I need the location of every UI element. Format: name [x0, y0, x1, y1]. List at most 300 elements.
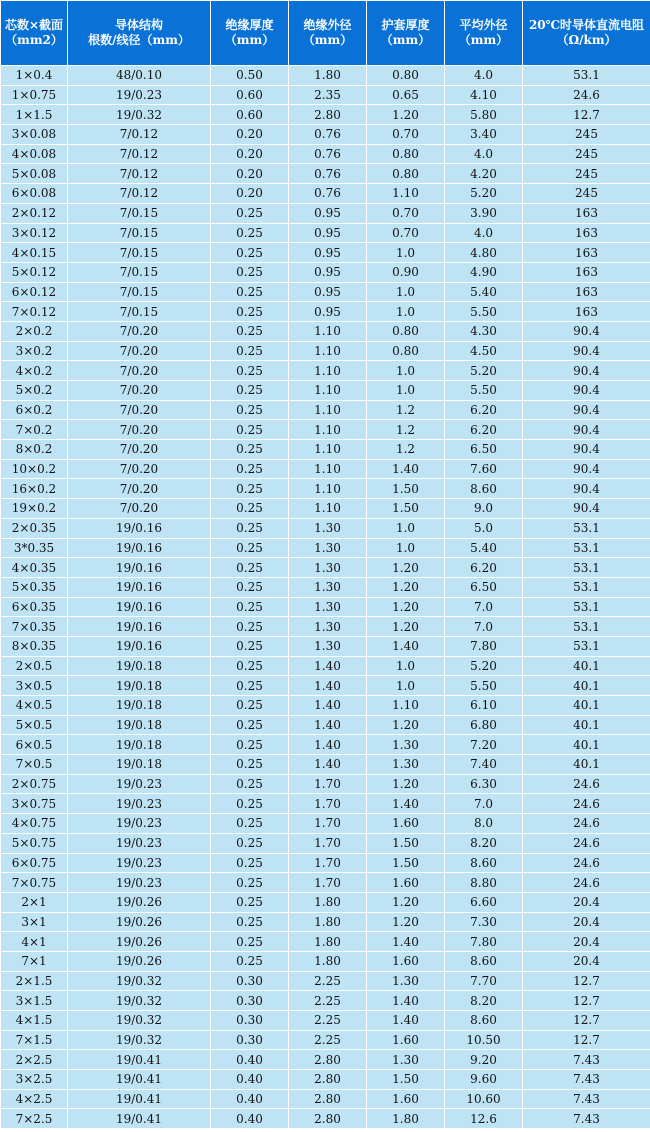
column-header-line: （Ω/km）: [556, 33, 617, 47]
cell-conductor-dc-resistance: 53.1: [523, 66, 650, 86]
column-header-line: 芯数×截面: [4, 18, 64, 32]
cell-average-outer-diameter: 7.80: [445, 932, 523, 952]
cell-insulation-thickness: 0.25: [211, 892, 289, 912]
cell-cores-cross-section: 2×0.12: [1, 203, 68, 223]
cell-insulation-outer-diameter: 0.76: [289, 164, 367, 184]
cell-conductor-dc-resistance: 40.1: [523, 676, 650, 696]
cell-cores-cross-section: 7×0.5: [1, 755, 68, 775]
cell-average-outer-diameter: 3.40: [445, 125, 523, 145]
cell-insulation-thickness: 0.25: [211, 361, 289, 381]
cell-conductor-structure: 19/0.41: [68, 1089, 211, 1109]
cell-conductor-dc-resistance: 12.7: [523, 1030, 650, 1050]
cell-insulation-outer-diameter: 0.95: [289, 243, 367, 263]
cell-average-outer-diameter: 7.30: [445, 912, 523, 932]
cell-insulation-outer-diameter: 1.30: [289, 538, 367, 558]
cell-cores-cross-section: 6×0.35: [1, 597, 68, 617]
cell-average-outer-diameter: 9.60: [445, 1070, 523, 1090]
cell-conductor-dc-resistance: 20.4: [523, 951, 650, 971]
cell-insulation-outer-diameter: 0.76: [289, 125, 367, 145]
cell-cores-cross-section: 8×0.35: [1, 636, 68, 656]
cell-cores-cross-section: 4×0.75: [1, 814, 68, 834]
cell-conductor-structure: 19/0.32: [68, 991, 211, 1011]
cell-conductor-dc-resistance: 7.43: [523, 1050, 650, 1070]
table-header-row: [1, 1, 650, 66]
cell-average-outer-diameter: 8.60: [445, 951, 523, 971]
cell-insulation-outer-diameter: 1.70: [289, 774, 367, 794]
cell-conductor-structure: 7/0.20: [68, 459, 211, 479]
cell-insulation-thickness: 0.25: [211, 341, 289, 361]
cell-conductor-dc-resistance: 53.1: [523, 518, 650, 538]
cell-conductor-dc-resistance: 40.1: [523, 755, 650, 775]
cell-insulation-thickness: 0.25: [211, 912, 289, 932]
table-row: [1, 282, 650, 302]
cell-average-outer-diameter: 12.6: [445, 1109, 523, 1129]
cell-insulation-thickness: 0.25: [211, 262, 289, 282]
cell-cores-cross-section: 4×0.2: [1, 361, 68, 381]
cell-cores-cross-section: 1×1.5: [1, 105, 68, 125]
column-header-line: 导体结构: [114, 18, 163, 32]
cell-cores-cross-section: 7×0.35: [1, 617, 68, 637]
table-row: [1, 617, 650, 637]
cell-sheath-thickness: 1.30: [367, 755, 445, 775]
table-row: [1, 341, 650, 361]
cell-conductor-dc-resistance: 24.6: [523, 873, 650, 893]
column-header-insulation-thickness: [211, 1, 289, 66]
cell-average-outer-diameter: 4.10: [445, 85, 523, 105]
table-row: [1, 66, 650, 86]
cell-average-outer-diameter: 8.80: [445, 873, 523, 893]
cell-sheath-thickness: 1.60: [367, 1089, 445, 1109]
cell-conductor-dc-resistance: 7.43: [523, 1109, 650, 1129]
cell-insulation-outer-diameter: 0.95: [289, 223, 367, 243]
cell-conductor-structure: 7/0.20: [68, 440, 211, 460]
cell-average-outer-diameter: 5.50: [445, 381, 523, 401]
table-row: [1, 538, 650, 558]
cell-insulation-thickness: 0.25: [211, 636, 289, 656]
cell-average-outer-diameter: 6.20: [445, 558, 523, 578]
table-row: [1, 105, 650, 125]
cell-cores-cross-section: 1×0.4: [1, 66, 68, 86]
cell-cores-cross-section: 8×0.2: [1, 440, 68, 460]
table-row: [1, 400, 650, 420]
cell-conductor-dc-resistance: 24.6: [523, 794, 650, 814]
cell-average-outer-diameter: 5.50: [445, 302, 523, 322]
cell-insulation-thickness: 0.25: [211, 617, 289, 637]
cell-conductor-structure: 19/0.32: [68, 1011, 211, 1031]
cell-sheath-thickness: 1.0: [367, 518, 445, 538]
cell-sheath-thickness: 1.20: [367, 558, 445, 578]
cell-insulation-thickness: 0.25: [211, 203, 289, 223]
cell-conductor-structure: 7/0.15: [68, 302, 211, 322]
cell-conductor-structure: 19/0.23: [68, 774, 211, 794]
cell-average-outer-diameter: 7.0: [445, 597, 523, 617]
cell-average-outer-diameter: 3.90: [445, 203, 523, 223]
cell-sheath-thickness: 1.50: [367, 833, 445, 853]
column-header-conductor-structure: [68, 1, 211, 66]
cell-average-outer-diameter: 6.10: [445, 696, 523, 716]
cell-conductor-structure: 19/0.18: [68, 676, 211, 696]
cell-sheath-thickness: 1.2: [367, 440, 445, 460]
cell-insulation-outer-diameter: 1.10: [289, 440, 367, 460]
cell-sheath-thickness: 0.80: [367, 341, 445, 361]
table-row: [1, 164, 650, 184]
cell-cores-cross-section: 1×0.75: [1, 85, 68, 105]
cell-sheath-thickness: 1.50: [367, 1070, 445, 1090]
cell-sheath-thickness: 1.40: [367, 932, 445, 952]
cell-conductor-structure: 19/0.32: [68, 105, 211, 125]
cell-insulation-outer-diameter: 1.80: [289, 951, 367, 971]
column-header-line: 护套厚度: [381, 18, 430, 32]
cell-cores-cross-section: 4×2.5: [1, 1089, 68, 1109]
cell-average-outer-diameter: 4.0: [445, 223, 523, 243]
cell-insulation-outer-diameter: 1.10: [289, 420, 367, 440]
table-row: [1, 440, 650, 460]
cell-conductor-structure: 19/0.41: [68, 1109, 211, 1129]
table-row: [1, 125, 650, 145]
cell-conductor-structure: 19/0.32: [68, 971, 211, 991]
cell-conductor-structure: 7/0.15: [68, 203, 211, 223]
cell-average-outer-diameter: 8.0: [445, 814, 523, 834]
cell-conductor-structure: 19/0.41: [68, 1050, 211, 1070]
cell-insulation-thickness: 0.25: [211, 577, 289, 597]
cell-average-outer-diameter: 8.60: [445, 479, 523, 499]
cell-sheath-thickness: 1.60: [367, 951, 445, 971]
cell-sheath-thickness: 1.30: [367, 971, 445, 991]
table-row: [1, 577, 650, 597]
cell-sheath-thickness: 1.20: [367, 597, 445, 617]
cell-insulation-thickness: 0.25: [211, 420, 289, 440]
cell-conductor-dc-resistance: 53.1: [523, 577, 650, 597]
cell-conductor-dc-resistance: 90.4: [523, 440, 650, 460]
cell-insulation-thickness: 0.25: [211, 302, 289, 322]
cell-insulation-thickness: 0.25: [211, 223, 289, 243]
cell-average-outer-diameter: 6.50: [445, 577, 523, 597]
cell-cores-cross-section: 16×0.2: [1, 479, 68, 499]
cell-insulation-outer-diameter: 1.70: [289, 873, 367, 893]
cell-sheath-thickness: 1.0: [367, 538, 445, 558]
table-row: [1, 1030, 650, 1050]
cell-conductor-structure: 19/0.16: [68, 538, 211, 558]
cell-insulation-thickness: 0.25: [211, 597, 289, 617]
cell-cores-cross-section: 4×0.08: [1, 144, 68, 164]
cell-sheath-thickness: 1.50: [367, 499, 445, 519]
cell-conductor-structure: 19/0.23: [68, 853, 211, 873]
table-row: [1, 932, 650, 952]
cell-sheath-thickness: 0.70: [367, 125, 445, 145]
cell-conductor-dc-resistance: 53.1: [523, 558, 650, 578]
table-row: [1, 479, 650, 499]
table-row: [1, 636, 650, 656]
column-header-cores-cross-section: [1, 1, 68, 66]
table-row: [1, 499, 650, 519]
cell-conductor-dc-resistance: 163: [523, 302, 650, 322]
table-row: [1, 144, 650, 164]
cell-sheath-thickness: 0.70: [367, 203, 445, 223]
cell-insulation-thickness: 0.25: [211, 282, 289, 302]
column-header-conductor-dc-resistance: [523, 1, 650, 66]
cell-insulation-outer-diameter: 2.25: [289, 971, 367, 991]
cell-insulation-outer-diameter: 1.30: [289, 636, 367, 656]
cell-cores-cross-section: 3*0.35: [1, 538, 68, 558]
cell-cores-cross-section: 5×0.75: [1, 833, 68, 853]
cell-sheath-thickness: 1.40: [367, 459, 445, 479]
table-row: [1, 184, 650, 204]
table-row: [1, 873, 650, 893]
cell-sheath-thickness: 0.80: [367, 144, 445, 164]
cell-conductor-dc-resistance: 90.4: [523, 499, 650, 519]
cell-sheath-thickness: 1.30: [367, 1050, 445, 1070]
cell-insulation-thickness: 0.30: [211, 971, 289, 991]
cell-insulation-outer-diameter: 1.10: [289, 321, 367, 341]
cell-cores-cross-section: 7×0.75: [1, 873, 68, 893]
cell-conductor-structure: 19/0.16: [68, 597, 211, 617]
cell-insulation-outer-diameter: 1.10: [289, 499, 367, 519]
cell-cores-cross-section: 7×1: [1, 951, 68, 971]
cell-insulation-outer-diameter: 2.25: [289, 1030, 367, 1050]
cell-conductor-dc-resistance: 90.4: [523, 341, 650, 361]
cell-insulation-outer-diameter: 2.25: [289, 991, 367, 1011]
cell-conductor-structure: 19/0.23: [68, 833, 211, 853]
table-row: [1, 951, 650, 971]
cell-conductor-dc-resistance: 53.1: [523, 538, 650, 558]
cell-insulation-thickness: 0.25: [211, 518, 289, 538]
cell-conductor-structure: 19/0.18: [68, 735, 211, 755]
cell-cores-cross-section: 3×0.5: [1, 676, 68, 696]
cell-sheath-thickness: 1.0: [367, 656, 445, 676]
cell-average-outer-diameter: 7.0: [445, 794, 523, 814]
cell-insulation-outer-diameter: 2.25: [289, 1011, 367, 1031]
cell-insulation-outer-diameter: 1.30: [289, 558, 367, 578]
cell-insulation-thickness: 0.20: [211, 164, 289, 184]
column-header-line: 平均外径: [459, 18, 508, 32]
cell-conductor-structure: 48/0.10: [68, 66, 211, 86]
cell-sheath-thickness: 0.65: [367, 85, 445, 105]
cell-conductor-structure: 19/0.41: [68, 1070, 211, 1090]
cell-average-outer-diameter: 5.80: [445, 105, 523, 125]
cell-conductor-dc-resistance: 12.7: [523, 971, 650, 991]
cell-insulation-outer-diameter: 1.40: [289, 715, 367, 735]
cell-conductor-structure: 7/0.20: [68, 341, 211, 361]
cell-insulation-outer-diameter: 1.10: [289, 361, 367, 381]
cell-conductor-dc-resistance: 53.1: [523, 636, 650, 656]
cell-conductor-dc-resistance: 163: [523, 262, 650, 282]
cell-cores-cross-section: 4×0.15: [1, 243, 68, 263]
cell-insulation-thickness: 0.25: [211, 951, 289, 971]
cell-average-outer-diameter: 4.90: [445, 262, 523, 282]
cell-insulation-thickness: 0.25: [211, 321, 289, 341]
cell-average-outer-diameter: 4.30: [445, 321, 523, 341]
cell-insulation-outer-diameter: 1.30: [289, 518, 367, 538]
cell-cores-cross-section: 6×0.08: [1, 184, 68, 204]
cell-cores-cross-section: 3×0.2: [1, 341, 68, 361]
column-header-insulation-outer-diameter: [289, 1, 367, 66]
cell-sheath-thickness: 1.40: [367, 991, 445, 1011]
cell-cores-cross-section: 7×1.5: [1, 1030, 68, 1050]
cell-average-outer-diameter: 7.60: [445, 459, 523, 479]
cell-average-outer-diameter: 5.0: [445, 518, 523, 538]
cell-conductor-structure: 7/0.12: [68, 125, 211, 145]
cell-conductor-dc-resistance: 90.4: [523, 381, 650, 401]
cell-insulation-outer-diameter: 1.70: [289, 814, 367, 834]
cell-conductor-dc-resistance: 24.6: [523, 814, 650, 834]
cell-conductor-structure: 19/0.16: [68, 636, 211, 656]
cell-average-outer-diameter: 5.40: [445, 538, 523, 558]
cell-sheath-thickness: 1.60: [367, 814, 445, 834]
cell-cores-cross-section: 5×0.5: [1, 715, 68, 735]
table-row: [1, 597, 650, 617]
cell-conductor-structure: 7/0.20: [68, 321, 211, 341]
cell-conductor-dc-resistance: 245: [523, 184, 650, 204]
cell-sheath-thickness: 0.80: [367, 164, 445, 184]
cell-insulation-outer-diameter: 1.80: [289, 66, 367, 86]
cell-conductor-dc-resistance: 53.1: [523, 617, 650, 637]
cell-insulation-thickness: 0.30: [211, 991, 289, 1011]
cell-conductor-structure: 7/0.20: [68, 400, 211, 420]
cell-conductor-structure: 7/0.20: [68, 420, 211, 440]
cell-conductor-dc-resistance: 90.4: [523, 420, 650, 440]
cell-insulation-thickness: 0.20: [211, 125, 289, 145]
cell-conductor-dc-resistance: 24.6: [523, 853, 650, 873]
cell-conductor-dc-resistance: 163: [523, 203, 650, 223]
cell-sheath-thickness: 1.0: [367, 302, 445, 322]
cell-conductor-dc-resistance: 90.4: [523, 459, 650, 479]
cell-insulation-outer-diameter: 1.10: [289, 400, 367, 420]
cell-insulation-outer-diameter: 0.76: [289, 144, 367, 164]
cell-sheath-thickness: 0.70: [367, 223, 445, 243]
table-row: [1, 794, 650, 814]
cell-sheath-thickness: 1.80: [367, 1109, 445, 1129]
cell-average-outer-diameter: 7.40: [445, 755, 523, 775]
table-row: [1, 735, 650, 755]
cell-conductor-dc-resistance: 12.7: [523, 105, 650, 125]
cell-insulation-thickness: 0.25: [211, 381, 289, 401]
cell-sheath-thickness: 1.0: [367, 381, 445, 401]
cell-average-outer-diameter: 8.60: [445, 853, 523, 873]
cell-insulation-thickness: 0.25: [211, 932, 289, 952]
cell-conductor-dc-resistance: 20.4: [523, 892, 650, 912]
cell-average-outer-diameter: 4.0: [445, 144, 523, 164]
column-header-average-outer-diameter: [445, 1, 523, 66]
table-row: [1, 676, 650, 696]
cell-average-outer-diameter: 10.50: [445, 1030, 523, 1050]
table-row: [1, 558, 650, 578]
cell-cores-cross-section: 4×0.5: [1, 696, 68, 716]
cell-conductor-dc-resistance: 163: [523, 223, 650, 243]
cell-conductor-structure: 7/0.15: [68, 262, 211, 282]
cell-conductor-dc-resistance: 245: [523, 125, 650, 145]
cell-average-outer-diameter: 6.30: [445, 774, 523, 794]
cell-insulation-thickness: 0.25: [211, 715, 289, 735]
cell-conductor-structure: 7/0.12: [68, 164, 211, 184]
cell-cores-cross-section: 6×0.12: [1, 282, 68, 302]
cell-insulation-thickness: 0.40: [211, 1070, 289, 1090]
cell-insulation-outer-diameter: 0.95: [289, 302, 367, 322]
cell-conductor-dc-resistance: 20.4: [523, 932, 650, 952]
cell-conductor-dc-resistance: 12.7: [523, 991, 650, 1011]
cell-conductor-dc-resistance: 90.4: [523, 321, 650, 341]
table-row: [1, 459, 650, 479]
cell-conductor-dc-resistance: 40.1: [523, 715, 650, 735]
cell-insulation-thickness: 0.50: [211, 66, 289, 86]
table-row: [1, 814, 650, 834]
table-row: [1, 715, 650, 735]
cell-insulation-outer-diameter: 1.80: [289, 932, 367, 952]
cell-insulation-outer-diameter: 1.40: [289, 676, 367, 696]
cell-insulation-outer-diameter: 0.95: [289, 262, 367, 282]
table-row: [1, 912, 650, 932]
cell-conductor-structure: 19/0.26: [68, 892, 211, 912]
table-row: [1, 696, 650, 716]
cell-insulation-outer-diameter: 1.70: [289, 794, 367, 814]
cell-conductor-structure: 19/0.23: [68, 814, 211, 834]
column-header-line: 20℃时导体直流电阻: [528, 18, 645, 32]
table-row: [1, 203, 650, 223]
cell-insulation-outer-diameter: 1.30: [289, 617, 367, 637]
cell-sheath-thickness: 1.20: [367, 577, 445, 597]
cell-conductor-structure: 19/0.18: [68, 696, 211, 716]
table-row: [1, 1050, 650, 1070]
cell-conductor-dc-resistance: 90.4: [523, 361, 650, 381]
cell-insulation-thickness: 0.60: [211, 105, 289, 125]
cell-sheath-thickness: 1.20: [367, 774, 445, 794]
cell-average-outer-diameter: 7.0: [445, 617, 523, 637]
cell-cores-cross-section: 2×0.75: [1, 774, 68, 794]
cell-insulation-thickness: 0.25: [211, 794, 289, 814]
cell-sheath-thickness: 1.20: [367, 105, 445, 125]
cell-conductor-dc-resistance: 20.4: [523, 912, 650, 932]
cell-insulation-thickness: 0.25: [211, 873, 289, 893]
cell-insulation-thickness: 0.30: [211, 1011, 289, 1031]
cell-cores-cross-section: 2×2.5: [1, 1050, 68, 1070]
table-row: [1, 381, 650, 401]
cell-average-outer-diameter: 8.60: [445, 1011, 523, 1031]
table-row: [1, 1109, 650, 1129]
cell-insulation-thickness: 0.25: [211, 459, 289, 479]
cell-cores-cross-section: 2×0.5: [1, 656, 68, 676]
table-row: [1, 223, 650, 243]
cell-cores-cross-section: 7×0.2: [1, 420, 68, 440]
cell-insulation-outer-diameter: 1.10: [289, 341, 367, 361]
cell-insulation-thickness: 0.60: [211, 85, 289, 105]
cell-cores-cross-section: 4×1.5: [1, 1011, 68, 1031]
cell-insulation-outer-diameter: 1.80: [289, 912, 367, 932]
cell-insulation-thickness: 0.25: [211, 400, 289, 420]
table-row: [1, 1070, 650, 1090]
table-row: [1, 892, 650, 912]
cell-conductor-dc-resistance: 40.1: [523, 696, 650, 716]
cell-conductor-dc-resistance: 7.43: [523, 1070, 650, 1090]
cell-conductor-dc-resistance: 53.1: [523, 597, 650, 617]
cell-sheath-thickness: 1.0: [367, 282, 445, 302]
cell-insulation-outer-diameter: 1.70: [289, 853, 367, 873]
cell-insulation-outer-diameter: 2.80: [289, 105, 367, 125]
cell-insulation-outer-diameter: 1.30: [289, 577, 367, 597]
cell-average-outer-diameter: 7.80: [445, 636, 523, 656]
cell-sheath-thickness: 1.2: [367, 400, 445, 420]
cell-cores-cross-section: 6×0.5: [1, 735, 68, 755]
cell-cores-cross-section: 5×0.35: [1, 577, 68, 597]
cell-insulation-thickness: 0.25: [211, 656, 289, 676]
column-header-line: （mm）: [458, 33, 509, 47]
table-row: [1, 1089, 650, 1109]
table-row: [1, 85, 650, 105]
cell-conductor-dc-resistance: 24.6: [523, 774, 650, 794]
cell-sheath-thickness: 1.20: [367, 892, 445, 912]
cell-cores-cross-section: 2×0.2: [1, 321, 68, 341]
cell-conductor-structure: 19/0.23: [68, 85, 211, 105]
cell-average-outer-diameter: 9.20: [445, 1050, 523, 1070]
cell-cores-cross-section: 4×1: [1, 932, 68, 952]
